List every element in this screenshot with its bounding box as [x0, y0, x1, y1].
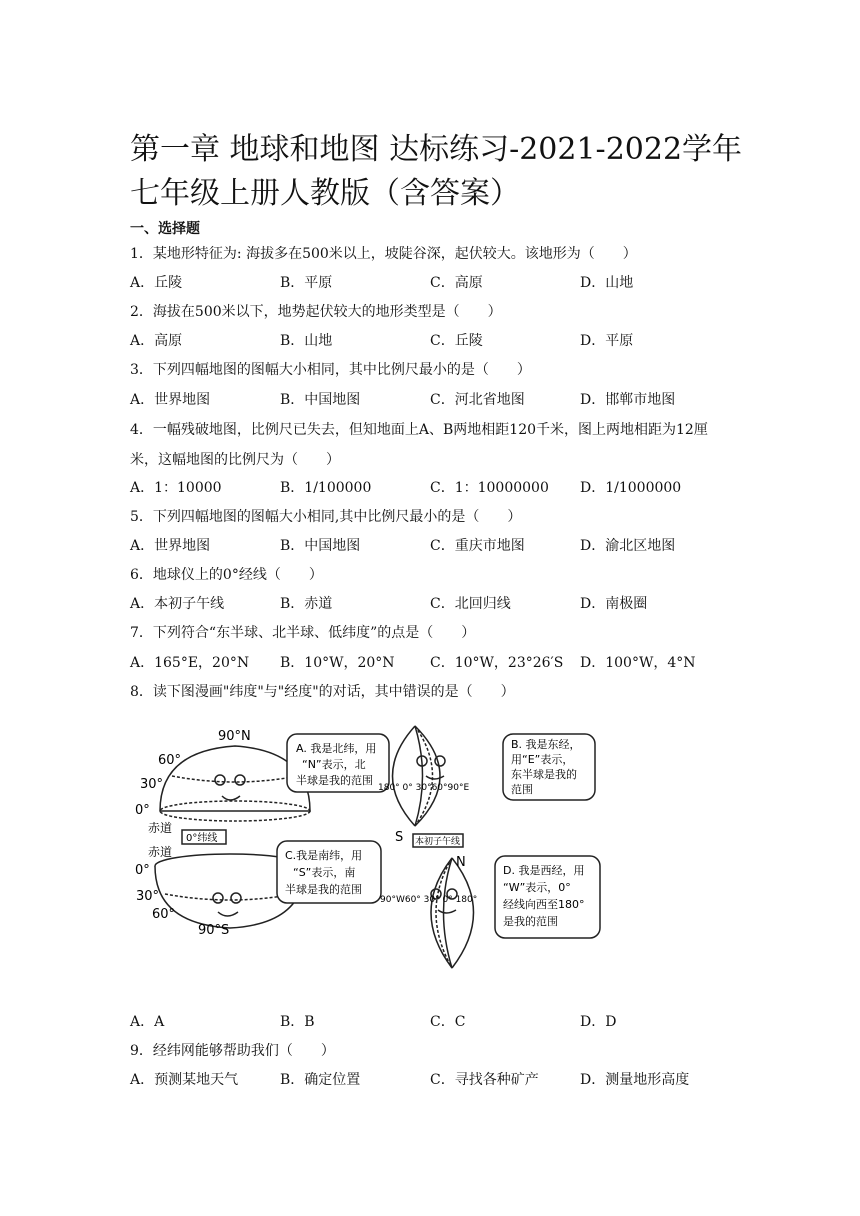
- option-d: D．D: [580, 1014, 617, 1030]
- option-c: C．C: [430, 1014, 466, 1030]
- bubble-c-line: 半球是我的范围: [285, 883, 362, 896]
- option-a: A．本初子午线: [130, 596, 225, 612]
- section-heading: 一、选择题: [130, 221, 200, 237]
- label-0-south: 0°: [135, 863, 150, 878]
- east-longitude-axis: 180° 0° 30°60°90°E: [378, 783, 470, 793]
- option-d: D．邯郸市地图: [580, 392, 676, 408]
- label-equator-box: 0°纬线: [186, 833, 218, 844]
- option-b: B．1/100000: [280, 480, 372, 496]
- label-60-south: 60°: [152, 907, 176, 922]
- question-options: [130, 590, 730, 619]
- option-c: C．北回归线: [430, 596, 511, 612]
- bubble-a-line: “N”表示，北: [302, 758, 366, 771]
- bubble-b-line: B. 我是东经，: [511, 738, 581, 751]
- bubble-a-line: 半球是我的范围: [296, 774, 373, 787]
- option-b: B．赤道: [280, 596, 333, 612]
- option-c: C．高原: [430, 275, 483, 291]
- option-a: A．预测某地天气: [130, 1072, 239, 1088]
- label-0-north: 0°: [135, 803, 150, 818]
- label-90s: 90°S: [198, 923, 230, 938]
- option-b: B．平原: [280, 275, 333, 291]
- option-d: D．测量地形高度: [580, 1072, 690, 1088]
- option-c: C．寻找各种矿产: [430, 1072, 539, 1088]
- question-stem: 6．地球仪上的0°经线（ ）: [130, 567, 323, 583]
- bubble-d-line: 是我的范围: [503, 915, 558, 928]
- bubble-b-line: 东半球是我的: [511, 768, 577, 781]
- option-d: D．100°W，4°N: [580, 655, 696, 671]
- label-60-north: 60°: [158, 753, 182, 768]
- prime-meridian-label: 本初子午线: [415, 837, 461, 847]
- document-title: 第一章 地球和地图 达标练习-2021-2022学年七年级上册人教版（含答案）: [130, 132, 743, 211]
- question-stem: 2．海拔在500米以下，地势起伏较大的地形类型是（ ）: [130, 304, 502, 320]
- label-equator-south: 赤道: [148, 845, 173, 859]
- option-c: C．10°W，23°26′S: [430, 655, 564, 671]
- bubble-d-line: D. 我是西经，用: [503, 864, 585, 877]
- option-b: B．B: [280, 1014, 315, 1030]
- label-equator-north: 赤道: [148, 821, 173, 835]
- option-c: C．1：10000000: [430, 480, 549, 496]
- bubble-b-line: 用“E”表示，: [511, 753, 574, 766]
- option-c: C．重庆市地图: [430, 538, 525, 554]
- option-d: D．渝北区地图: [580, 538, 676, 554]
- question-options: [130, 386, 730, 415]
- question-stem: 1．某地形特征为: 海拔多在500米以上，坡陡谷深，起伏较大。该地形为（ ）: [130, 246, 637, 262]
- option-d: D．南极圈: [580, 596, 648, 612]
- option-d: D．平原: [580, 333, 634, 349]
- bubble-c-line: C.我是南纬，用: [285, 849, 363, 862]
- option-b: B．确定位置: [280, 1072, 361, 1088]
- option-a: A．丘陵: [130, 275, 183, 291]
- question-options: [130, 1066, 730, 1095]
- option-a: A．世界地图: [130, 538, 211, 554]
- question-stem: 3．下列四幅地图的图幅大小相同，其中比例尺最小的是（ ）: [130, 362, 531, 378]
- option-b: B．中国地图: [280, 538, 361, 554]
- west-longitude-axis: 90°W60° 30° 0° 180°: [380, 895, 478, 905]
- question-stem: 8．读下图漫画"纬度"与"经度"的对话，其中错误的是（ ）: [130, 684, 515, 700]
- option-a: A．1：10000: [130, 480, 222, 496]
- option-b: B．山地: [280, 333, 333, 349]
- question-options: [130, 1008, 730, 1037]
- question-options: [130, 327, 730, 356]
- question-stem: 7．下列符合“东半球、北半球、低纬度”的点是（ ）: [130, 625, 476, 641]
- south-pole-label: S: [395, 830, 404, 845]
- option-a: A．高原: [130, 333, 183, 349]
- bubble-d-line: “W”表示，0°: [503, 881, 571, 894]
- bubble-b-line: 范围: [511, 783, 533, 796]
- option-a: A．世界地图: [130, 392, 211, 408]
- question-options: [130, 649, 730, 678]
- question-stem: 4．一幅残破地图，比例尺已失去，但知地面上A、B两地相距120千米，图上两地相距为12厘米，这幅地图的比例尺为（ ）: [130, 422, 708, 468]
- label-30-south: 30°: [136, 889, 160, 904]
- option-c: C．丘陵: [430, 333, 483, 349]
- question-options: [130, 474, 730, 503]
- label-90n: 90°N: [218, 729, 251, 744]
- question-options: [130, 532, 730, 561]
- option-b: B．中国地图: [280, 392, 361, 408]
- bubble-d-line: 经线向西至180°: [503, 898, 585, 911]
- option-c: C．河北省地图: [430, 392, 525, 408]
- latitude-longitude-comic-figure: [130, 716, 610, 992]
- question-stem: 5．下列四幅地图的图幅大小相同,其中比例尺最小的是（ ）: [130, 509, 522, 525]
- bubble-c-line: “S”表示，南: [293, 866, 356, 879]
- label-30-north: 30°: [140, 777, 164, 792]
- question-stem: 9．经纬网能够帮助我们（ ）: [130, 1043, 335, 1059]
- option-d: D．山地: [580, 275, 634, 291]
- option-d: D．1/1000000: [580, 480, 682, 496]
- north-pole-label: N: [456, 855, 466, 870]
- bubble-a-line: A. 我是北纬，用: [296, 742, 377, 755]
- option-b: B．10°W，20°N: [280, 655, 395, 671]
- option-a: A．A: [130, 1014, 165, 1030]
- option-a: A．165°E，20°N: [130, 655, 250, 671]
- question-options: [130, 269, 730, 298]
